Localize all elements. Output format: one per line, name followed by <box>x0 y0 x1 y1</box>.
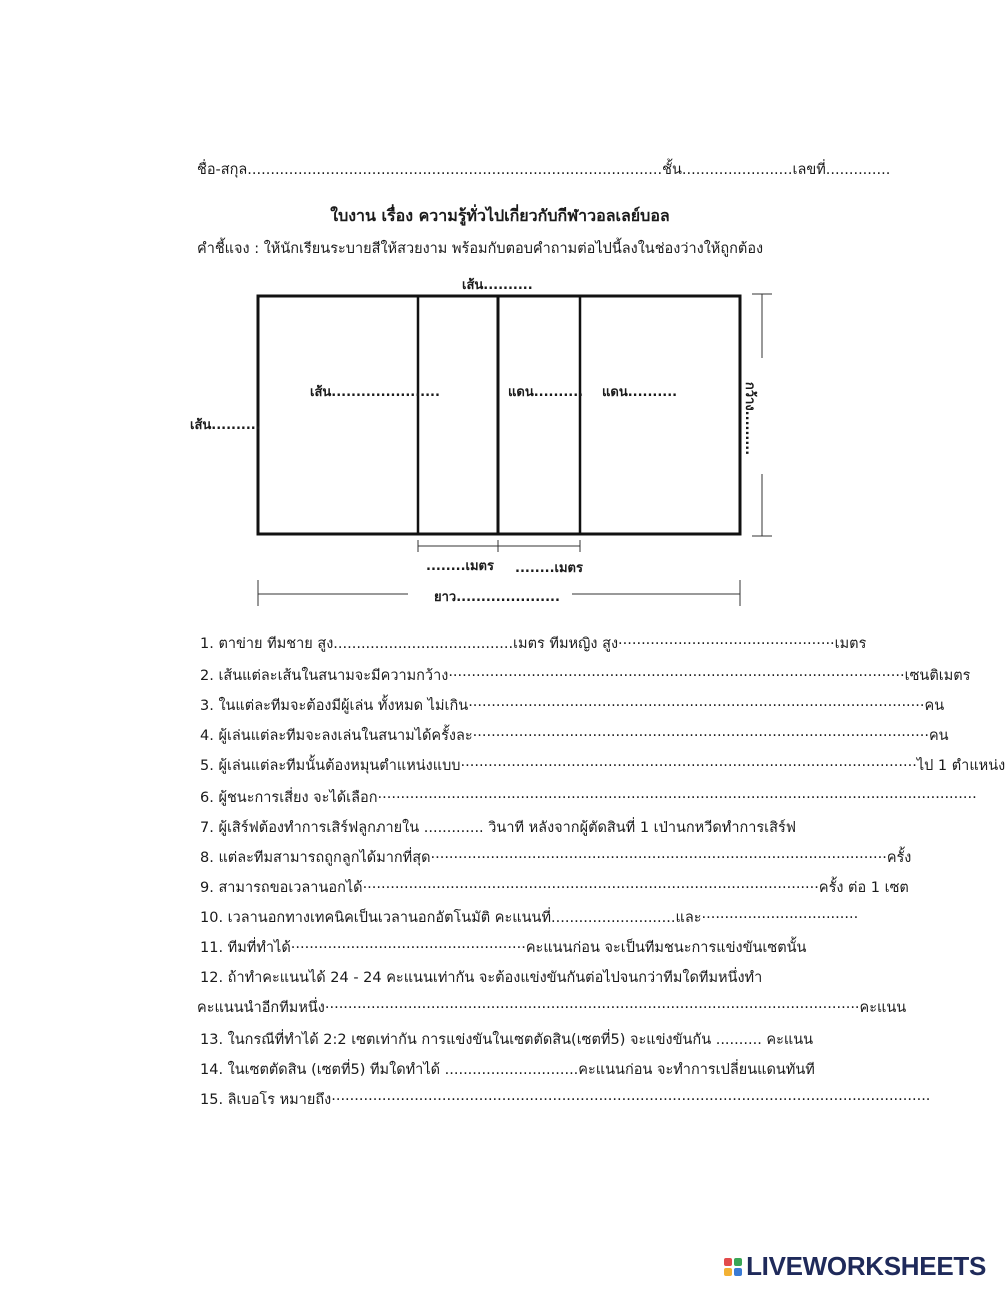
question-12: 12. ถ้าทำคะแนนได้ 24 - 24 คะแนนเท่ากัน จะต้องแข่งขันกันต่อไปจนกว่าทีมใดทีมหนึ่งทำ <box>200 970 763 986</box>
zone-label-2: แดน.......... <box>602 385 678 400</box>
question-8: 8. แต่ละทีมสามารถถูกลูกได้มากที่สุด ................................................................................................... ครั้ง <box>200 846 912 866</box>
meter-label-1: ........เมตร <box>426 559 494 574</box>
name-class-number-line: ชื่อ-สกุล..........................................................................................ชั้น........................เลขที่.............. <box>197 162 891 178</box>
logo-text: LIVEWORKSHEETS <box>746 1251 986 1281</box>
width-label: กว้าง......... <box>742 381 758 456</box>
question-2: 2. เส้นแต่ละเส้นในสนามจะมีความกว้าง ................................................................................................... เซนติเมตร <box>200 664 971 684</box>
question-6: 6. ผู้ชนะการเสี่ยง จะได้เลือก .................................................................................................................................. <box>200 786 977 806</box>
liveworksheets-grid-icon <box>724 1258 742 1276</box>
question-15: 15. ลิเบอโร หมายถึง .................................................................................................................................. <box>200 1088 931 1108</box>
instruction-text: คำชี้แจง : ให้นักเรียนระบายสีให้สวยงาม พร้อมกับตอบคำถามต่อไปนี้ลงในช่องว่างให้ถูกต้อง <box>197 241 764 257</box>
liveworksheets-logo[interactable] <box>724 1251 986 1282</box>
length-label: ยาว..................... <box>434 590 560 605</box>
question-3: 3. ในแต่ละทีมจะต้องมีผู้เล่น ทั้งหมด ไม่เกิน ................................................................................................... คน <box>200 694 945 714</box>
question-10: 10. เวลานอกทางเทคนิคเป็นเวลานอกอัตโนมัติ คะแนนที่...........................และ .................................. <box>200 906 859 926</box>
question-11: 11. ทีมที่ทำได้ ................................................... คะแนนก่อน จะเป็นทีมชนะการแข่งขันเซตนั้น <box>200 936 807 956</box>
question-1: 1. ตาข่าย ทีมชาย สูง.......................................เมตร ทีมหญิง สูง ............................................... เมตร <box>200 632 867 652</box>
question-5: 5. ผู้เล่นแต่ละทีมนั้นต้องหมุนตำแหน่งแบบ ................................................................................................... ไป 1 ตำแหน่ง <box>200 754 1005 774</box>
zone-label-1: แดน.......... <box>508 385 584 400</box>
question-9: 9. สามารถขอเวลานอกได้ ................................................................................................... ครั้ง ต่อ 1 เซต <box>200 876 909 896</box>
left-line-label: เส้น.......... <box>190 418 261 433</box>
worksheet-title: ใบงาน เรื่อง ความรู้ทั่วไปเกี่ยวกับกีฬาวอลเลย์บอล <box>330 206 670 225</box>
question-13: 13. ในกรณีที่ทำได้ 2:2 เซตเท่ากัน การแข่งขันในเซตตัดสิน(เซตที่5) จะแข่งขันกัน .......... คะแนน <box>200 1032 814 1048</box>
meter-label-2: ........เมตร <box>515 561 583 576</box>
inner-line-label: เส้น...................... <box>310 385 440 400</box>
top-line-label: เส้น.......... <box>462 278 533 293</box>
question-12-continued: คะแนนนำอีกทีมหนึ่ง .................................................................................................................... คะแนน <box>197 996 907 1016</box>
question-4: 4. ผู้เล่นแต่ละทีมจะลงเล่นในสนามได้ครั้งละ ................................................................................................... คน <box>200 724 949 744</box>
question-7: 7. ผู้เสิร์ฟต้องทำการเสิร์ฟลูกภายใน ............. วินาที หลังจากผู้ตัดสินที่ 1 เป่านกหวีดทำการเสิร์ฟ <box>200 820 797 836</box>
question-14: 14. ในเซตตัดสิน (เซตที่5) ทีมใดทำได้ ............................. คะแนนก่อน จะทำการเปลี่ยนแดนทันที <box>200 1062 815 1078</box>
